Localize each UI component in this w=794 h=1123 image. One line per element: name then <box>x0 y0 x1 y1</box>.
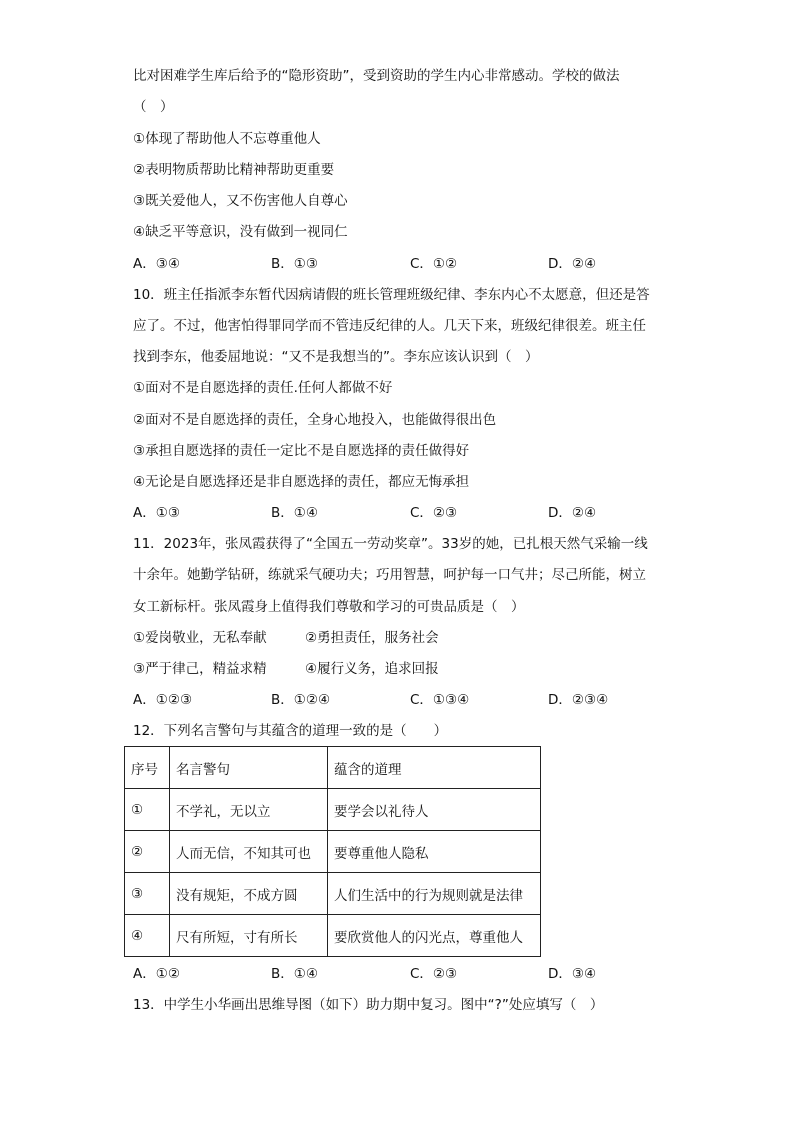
table-cell-number: ④ <box>125 915 170 957</box>
q10-stem-line-3: 找到李东，他委屈地说：“又不是我想当的”。李东应该认识到（ ） <box>133 349 539 365</box>
q11-option-d[interactable]: D．②③④ <box>548 692 609 708</box>
q9-option-b[interactable]: B．①③ <box>271 256 318 272</box>
q12-option-d[interactable]: D．③④ <box>548 966 597 982</box>
q10-option-b[interactable]: B．①④ <box>271 505 318 521</box>
q10-statement-4: ④无论是自愿选择还是非自愿选择的责任，都应无悔承担 <box>133 474 470 490</box>
table-cell-number: ① <box>125 789 170 831</box>
q12-option-c[interactable]: C．②③ <box>410 966 458 982</box>
table-header-cell: 蕴含的道理 <box>328 747 541 789</box>
q9-option-d[interactable]: D．②④ <box>548 256 597 272</box>
q13-stem: 13．中学生小华画出思维导图（如下）助力期中复习。图中“?”处应填写（ ） <box>133 997 604 1013</box>
q12-options <box>133 964 653 984</box>
q11-statement-3: ③严于律己，精益求精 <box>133 661 267 677</box>
q11-option-c[interactable]: C．①③④ <box>410 692 470 708</box>
table-cell-maxim: 没有规矩，不成方圆 <box>170 873 328 915</box>
q11-statements-row-1 <box>133 628 439 648</box>
table-header-cell: 名言警句 <box>170 747 328 789</box>
q9-option-c[interactable]: C．①② <box>410 256 458 272</box>
q11-statement-2: ②勇担责任，服务社会 <box>305 630 439 646</box>
q11-statements-row-2 <box>133 659 439 679</box>
q10-statement-1: ①面对不是自愿选择的责任.任何人都做不好 <box>133 380 393 396</box>
q12-stem: 12．下列名言警句与其蕴含的道理一致的是（ ） <box>133 723 448 739</box>
q10-options <box>133 503 653 523</box>
q11-statement-4: ④履行义务，追求回报 <box>305 661 439 677</box>
q10-statement-2: ②面对不是自愿选择的责任，全身心地投入，也能做得很出色 <box>133 412 497 428</box>
q11-statement-1: ①爱岗敬业，无私奉献 <box>133 630 267 646</box>
q11-stem-line-2: 十余年。她勤学钻研，练就采气硬功夫；巧用智慧，呵护每一口气井；尽己所能，树立 <box>133 567 646 583</box>
table-row <box>125 789 541 831</box>
q9-options <box>133 254 653 274</box>
table-cell-meaning: 人们生活中的行为规则就是法律 <box>328 873 541 915</box>
table-cell-meaning: 要欣赏他人的闪光点，尊重他人 <box>328 915 541 957</box>
table-row <box>125 915 541 957</box>
q9-stem: 比对困难学生库后给予的“隐形资助”，受到资助的学生内心非常感动。学校的做法 <box>133 68 620 84</box>
q11-stem-line-3: 女工新标杆。张凤霞身上值得我们尊敬和学习的可贵品质是（ ） <box>133 599 525 615</box>
table-cell-maxim: 人而无信，不知其可也 <box>170 831 328 873</box>
table-cell-number: ② <box>125 831 170 873</box>
table-cell-meaning: 要尊重他人隐私 <box>328 831 541 873</box>
q9-option-a[interactable]: A．③④ <box>133 256 180 272</box>
q9-statement-2: ②表明物质帮助比精神帮助更重要 <box>133 162 335 178</box>
q10-option-c[interactable]: C．②③ <box>410 505 458 521</box>
q11-option-b[interactable]: B．①②④ <box>271 692 331 708</box>
maxims-table <box>124 746 541 957</box>
q12-option-a[interactable]: A．①② <box>133 966 180 982</box>
table-cell-maxim: 尺有所短，寸有所长 <box>170 915 328 957</box>
table-cell-meaning: 要学会以礼待人 <box>328 789 541 831</box>
q9-statement-1: ①体现了帮助他人不忘尊重他人 <box>133 131 321 147</box>
q11-options <box>133 690 653 710</box>
table-cell-number: ③ <box>125 873 170 915</box>
q9-statement-3: ③既关爱他人，又不伤害他人自尊心 <box>133 193 348 209</box>
table-row <box>125 831 541 873</box>
q9-statement-4: ④缺乏平等意识，没有做到一视同仁 <box>133 224 348 240</box>
q9-blank: （ ） <box>133 99 174 115</box>
q10-stem-line-1: 10．班主任指派李东暂代因病请假的班长管理班级纪律、李东内心不太愿意，但还是答 <box>133 287 650 303</box>
table-header-row <box>125 747 541 789</box>
q10-option-d[interactable]: D．②④ <box>548 505 597 521</box>
table-row <box>125 873 541 915</box>
q10-statement-3: ③承担自愿选择的责任一定比不是自愿选择的责任做得好 <box>133 443 470 459</box>
table-cell-maxim: 不学礼，无以立 <box>170 789 328 831</box>
q10-option-a[interactable]: A．①③ <box>133 505 180 521</box>
q12-option-b[interactable]: B．①④ <box>271 966 318 982</box>
table-header-cell: 序号 <box>125 747 170 789</box>
q11-option-a[interactable]: A．①②③ <box>133 692 193 708</box>
q10-stem-line-2: 应了。不过，他害怕得罪同学而不管违反纪律的人。几天下来，班级纪律很差。班主任 <box>133 318 646 334</box>
q11-stem-line-1: 11．2023年，张凤霞获得了“全国五一劳动奖章”。33岁的她，已扎根天然气采输一线 <box>133 536 648 552</box>
